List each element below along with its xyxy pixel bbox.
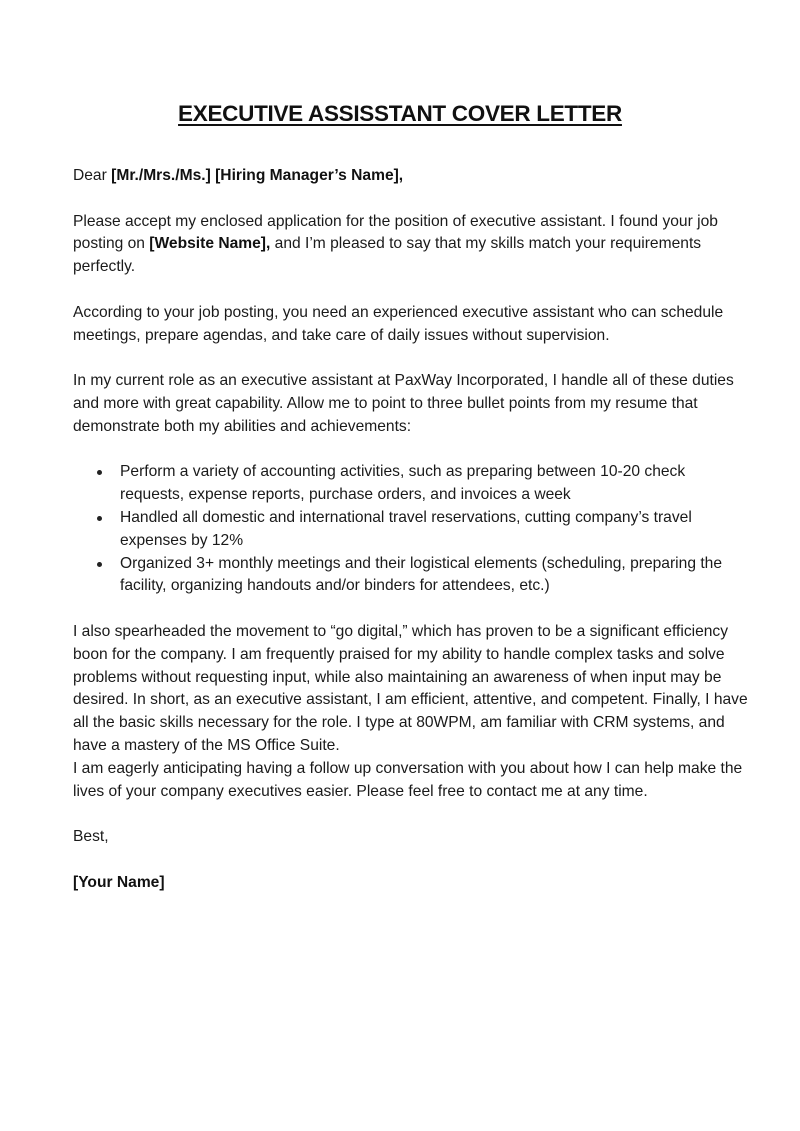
paragraph-current-role: In my current role as an executive assistant at PaxWay Incorporated, I handle all of these duties and more with great capability. Allow me to point to three bullet points from my resume that demonstrate both my abilities and achievements: (73, 372, 734, 435)
salutation-prefix: Dear (73, 167, 112, 184)
letter-body (73, 165, 753, 917)
recipient-name-placeholder: [Mr./Mrs./Ms.] [Hiring Manager’s Name], (111, 167, 404, 184)
paragraph-closing-remarks: I am eagerly anticipating having a follow up conversation with you about how I can help make the lives of your company executives easier. Please feel free to contact me at any time. (73, 759, 743, 800)
list-item-text: Perform a variety of accounting activities, such as preparing between 10-20 check requests, expense reports, purchase orders, and invoices a week (120, 463, 686, 504)
signature-placeholder: [Your Name] (73, 873, 165, 891)
paragraph-intro-end: and I’m pleased to say that my skills match your requirements perfectly. (73, 235, 702, 276)
paragraph-accomplishments: I also spearheaded the movement to “go digital,” which has proven to be a significant efficiency boon for the company. I am frequently praised for my ability to handle complex tasks and solve problems without requesting input, while also maintaining an awareness of when input may be desired. In short, as an executive assistant, I am efficient, attentive, and competent. Finally, I have all the basic skills necessary for the role. I type at 80WPM, am familiar with CRM systems, and have a mastery of the MS Office Suite. (73, 622, 748, 754)
closing: Best, (73, 828, 109, 846)
paragraph-intro-start: Please accept my enclosed application for the position of executive assistant. I found your job posting on (73, 212, 718, 253)
list-item (73, 507, 753, 553)
website-name-placeholder: [Website Name], (149, 235, 271, 253)
bullet-icon (97, 516, 102, 521)
list-item-text: Organized 3+ monthly meetings and their logistical elements (scheduling, preparing the facility, organizing handouts and/or binders for attendees, etc.) (120, 554, 722, 595)
list-item-text: Handled all domestic and international travel reservations, cutting company’s travel expenses by 12% (120, 508, 692, 549)
letter-title: EXECUTIVE ASSISSTANT COVER LETTER (178, 101, 622, 126)
paragraph-intro (73, 211, 753, 279)
paragraph-requirements: According to your job posting, you need an experienced executive assistant who can schedule meetings, prepare agendas, and take care of daily issues without supervision. (73, 303, 724, 344)
bullet-icon (97, 470, 102, 475)
bullet-icon (97, 562, 102, 567)
salutation (73, 165, 753, 188)
list-item (73, 553, 753, 599)
achievements-list (73, 461, 753, 598)
list-item (73, 461, 753, 507)
